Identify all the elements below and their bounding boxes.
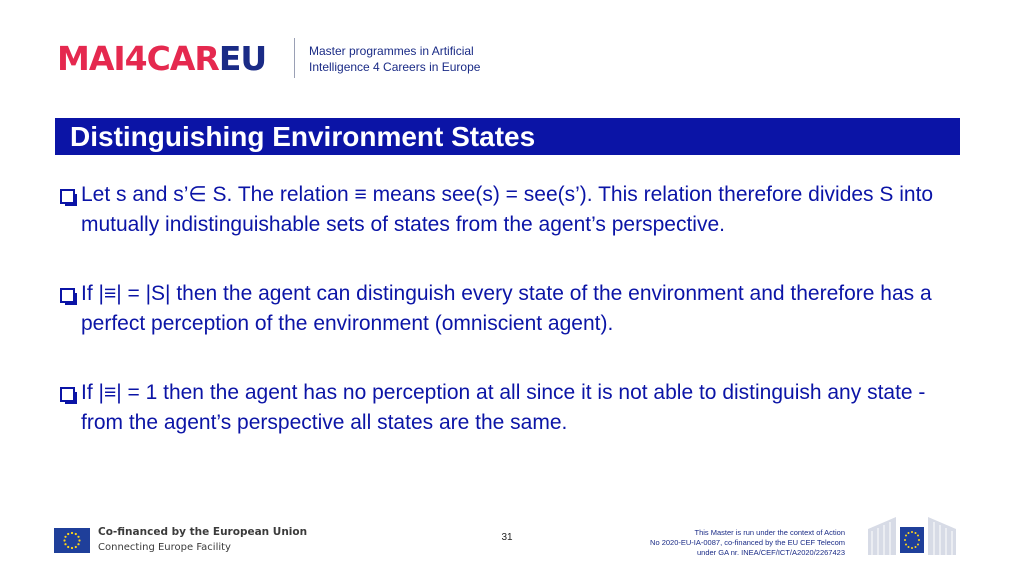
funding-footnote — [650, 528, 845, 558]
cofinanced-title: Co-financed by the European Union — [98, 526, 308, 538]
eu-flag-icon — [54, 528, 90, 553]
cofinanced-subtitle: Connecting Europe Facility — [98, 542, 231, 553]
footnote-line-1: This Master is run under the context of Action — [694, 528, 845, 537]
tagline-line-1: Master programmes in Artificial — [309, 44, 474, 58]
bullet-text: Let s and s’∈ S. The relation ≡ means see(s) = see(s’). This relation therefore divides S into mutually indistinguishable sets of states from the agent’s perspective. — [81, 183, 934, 236]
header-tagline — [309, 43, 480, 75]
header-divider — [294, 38, 295, 78]
bullet-item-3 — [59, 378, 969, 438]
bullet-item-2 — [59, 279, 969, 339]
mai4careu-logo — [57, 40, 266, 78]
checkbox-bullet-icon — [60, 387, 75, 402]
checkbox-bullet-icon — [60, 288, 75, 303]
bullet-text: If |≡| = 1 then the agent has no perception at all since it is not able to distinguish any state - from the agent’s perspective all states are the same. — [81, 381, 926, 434]
logo-part-eu: EU — [218, 39, 267, 78]
footnote-line-3: under GA nr. INEA/CEF/ICT/A2020/2267423 — [696, 548, 845, 557]
slide-title-bar — [55, 118, 960, 155]
checkbox-bullet-icon — [60, 189, 75, 204]
logo-part-ma: MA — [57, 39, 114, 78]
page-number: 31 — [501, 532, 513, 543]
slide-title: Distinguishing Environment States — [70, 121, 536, 152]
tagline-line-2: Intelligence 4 Careers in Europe — [309, 60, 481, 74]
european-commission-logo — [866, 515, 958, 557]
bullet-item-1 — [59, 180, 969, 240]
footnote-line-2: No 2020-EU-IA-0087, co-financed by the EU CEF Telecom — [650, 538, 845, 547]
logo-part-i4car: I4CAR — [113, 39, 219, 78]
bullet-text: If |≡| = |S| then the agent can distinguish every state of the environment and therefore has a perfect perception of the environment (omniscient agent). — [81, 282, 932, 335]
